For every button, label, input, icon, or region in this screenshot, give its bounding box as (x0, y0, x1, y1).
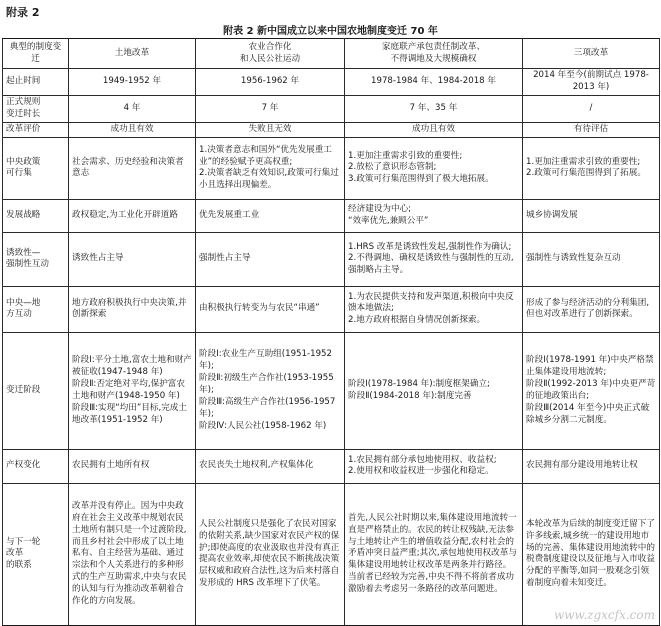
table-cell: 阶段Ⅰ:农业生产互助组(1951-1952 年); 阶段Ⅱ:初级生产合作社(1953-1955 年); 阶段Ⅲ:高级生产合作社(1956-1957 年); 阶段Ⅳ:人民公社(1958-1962 年) (196, 332, 345, 449)
table-cell: 1956-1962 年 (196, 69, 345, 96)
table-cell: 经济建设为中心; “效率优先,兼顾公平” (345, 199, 523, 232)
header-land-reform: 土地改革 (69, 39, 196, 69)
table-caption: 附表 2 新中国成立以来中国农地制度变迁 70 年 (223, 26, 438, 37)
table-row (3, 449, 660, 483)
header-three-reforms: 三项改革 (523, 39, 660, 69)
table-cell: 7 年 (196, 96, 345, 123)
table-cell: 改革并没有停止。因为中央政府在社会主义改革中规划农民土地所有制只是一个过渡阶段,而且乡村社会中形成了以土地私有、自主经营为基础、通过宗法和个人关系进行的多种形式的生产互助需求,中央与农民的认知与行为推动改革朝着合作化的方向发展。 (69, 483, 196, 625)
table-cell: 首先,人民公社时期以来,集体建设用地流转一直是严格禁止的。农民的转让权残缺,无法参与土地转让产生的增值收益分配,农村社会的矛盾冲突日益严重;其次,承包地使用权改革与集体建设用地转让权改革是两条并行路径。当前者已经较为完善,中央不得不将前者成功激励着去考虑另一条路径的改革问题进。 (345, 483, 523, 625)
table-cell: 成功且有效 (69, 123, 196, 138)
table-row (3, 123, 660, 138)
row-label: 中央政策 可行集 (3, 137, 69, 199)
table-row (3, 483, 660, 625)
table-cell: / (523, 96, 660, 123)
table-cell: 1.农民拥有部分承包地使用权、收益权; 2.使用权和收益权进一步强化和稳定。 (345, 449, 523, 483)
site-watermark: www.zgxcfx.com (553, 608, 655, 622)
table-cell: 强制性占主导 (196, 232, 345, 286)
land-system-table (2, 38, 660, 626)
table-cell: 阶段Ⅰ(1978-1984 年):制度框架确立; 阶段Ⅱ(1984-2018 年):制度完善 (345, 332, 523, 449)
table-row (3, 137, 660, 199)
header-row (3, 39, 660, 69)
table-cell: 1.HRS 改革是诱致性发起,强制性作为确认; 2.不得调地、确权是诱致性与强制性的互动,强制略占主导。 (345, 232, 523, 286)
header-corner: 典型的制度变迁 (3, 39, 69, 69)
table-cell: 阶段Ⅰ(1978-1991 年)中央严格禁止集体建设用地流转; 阶段Ⅱ(1992-2013 年)中央更严苛的征地政策出台; 阶段Ⅲ(2014 年至今)中央正式破除城乡分割二元制度。 (523, 332, 660, 449)
table-cell: 1949-1952 年 (69, 69, 196, 96)
header-cooperativization: 农业合作化 和人民公社运动 (196, 39, 345, 69)
table-cell: 由积极执行转变为与农民“串通” (196, 286, 345, 332)
table-cell: 人民公社制度只是强化了农民对国家的依附关系,缺少国家对农民产权的保护;即使高度的农业汲取也并没有真正提高农业效率,却使农民不断挑战决策层权威和政府合法性,这为后来村落自发形成的 HRS 改革埋下了伏笔。 (196, 483, 345, 625)
table-cell: 7 年、35 年 (345, 96, 523, 123)
table-cell: 1.更加注重需求引致的重要性; 2.政策可行集范围得到了拓展。 (523, 137, 660, 199)
table-cell: 城乡协调发展 (523, 199, 660, 232)
row-label: 正式规则 变迁时长 (3, 96, 69, 123)
table-row (3, 69, 660, 96)
table-cell: 农民拥有部分建设用地转让权 (523, 449, 660, 483)
row-label: 诱致性— 强制性互动 (3, 232, 69, 286)
row-label: 变迁阶段 (3, 332, 69, 449)
table-cell: 2014 年至今(前期试点 1978- 2013 年) (523, 69, 660, 96)
table-row (3, 96, 660, 123)
table-cell: 农民丧失土地权利,产权集体化 (196, 449, 345, 483)
appendix-label: 附录 2 (6, 6, 40, 19)
table-row (3, 232, 660, 286)
table-cell: 优先发展重工业 (196, 199, 345, 232)
table-cell: 政权稳定,为工业化开辟道路 (69, 199, 196, 232)
table-cell: 有待评估 (523, 123, 660, 138)
table-cell: 本轮改革为后续的制度变迁留下了许多线索,城乡统一的建设用地市场的完善、集体建设用地流转中的税费制度建设以及征地与入市收益分配的平衡等,如同一股观念引领着制度向着未知变迁。 (523, 483, 660, 625)
table-cell: 1.决策者意志和国外“优先发展重工业”的经验赋予更高权重; 2.决策者缺乏有效知识,政策可行集过小且选择出现偏差。 (196, 137, 345, 199)
table-cell: 地方政府积极执行中央决策,并创新探索 (69, 286, 196, 332)
header-household-responsibility: 家庭联产承包责任制改革、 不得调地及大规模确权 (345, 39, 523, 69)
table-cell: 失败且无效 (196, 123, 345, 138)
table-cell: 4 年 (69, 96, 196, 123)
table-cell: 成功且有效 (345, 123, 523, 138)
row-label: 中央—地 方互动 (3, 286, 69, 332)
table-row (3, 332, 660, 449)
row-label: 起止时间 (3, 69, 69, 96)
table-cell: 形成了参与经济活动的分利集团,但也对改革进行了创新探索。 (523, 286, 660, 332)
row-label: 改革评价 (3, 123, 69, 138)
table-cell: 1.为农民提供支持和发声渠道,积极向中央反馈本地做法; 2.地方政府根据自身情况创新探索。 (345, 286, 523, 332)
table-cell: 农民拥有土地所有权 (69, 449, 196, 483)
row-label: 产权变化 (3, 449, 69, 483)
table-row (3, 199, 660, 232)
row-label: 发展战略 (3, 199, 69, 232)
table-cell: 阶段Ⅰ:平分土地,富农土地和财产被征收(1947-1948 年) 阶段Ⅱ:否定绝对平均,保护富农土地和财产(1948-1950 年) 阶段Ⅲ:实现“均田”目标,完成土地改革(1951-1952 年) (69, 332, 196, 449)
table-cell: 1.更加注重需求引致的重要性; 2.放松了意识形态管制; 3.政策可行集范围得到了极大地拓展。 (345, 137, 523, 199)
table-cell: 社会需求、历史经验和决策者意志 (69, 137, 196, 199)
table-cell: 1978-1984 年、1984-2018 年 (345, 69, 523, 96)
table-cell: 诱致性占主导 (69, 232, 196, 286)
table-row (3, 286, 660, 332)
row-label: 与下一轮 改革 的联系 (3, 483, 69, 625)
table-cell: 强制性与诱致性复杂互动 (523, 232, 660, 286)
